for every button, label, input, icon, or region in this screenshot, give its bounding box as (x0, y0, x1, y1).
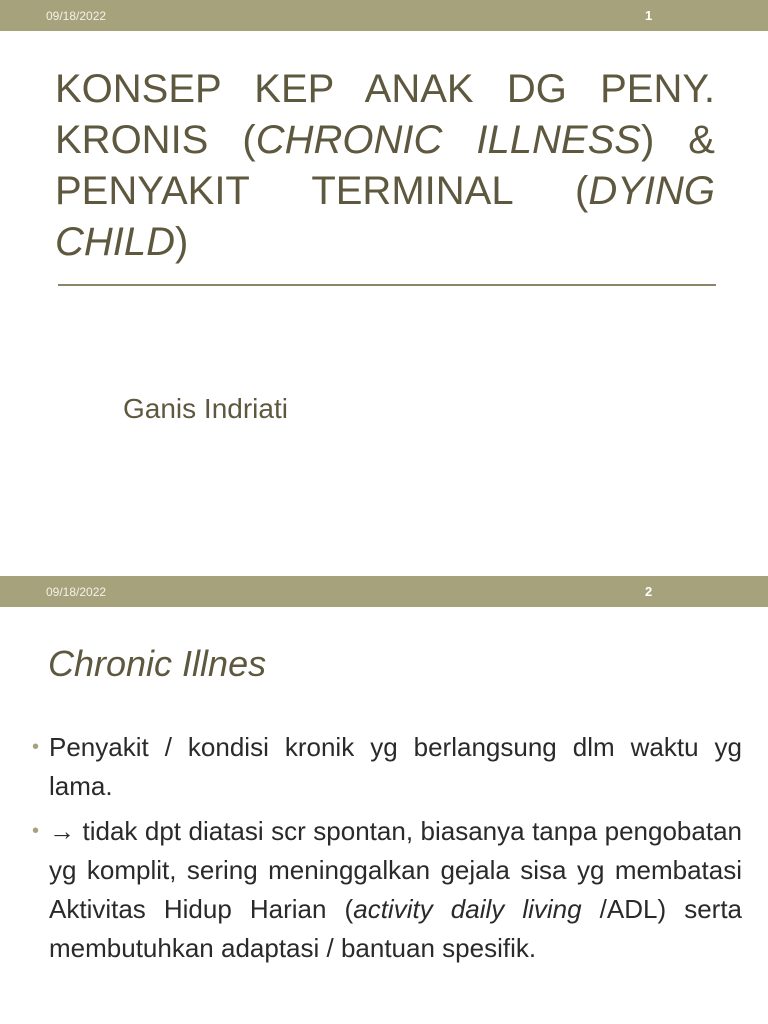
bullet-list (30, 728, 742, 974)
bullet-text-post: /ADL) serta membutuhkan adaptasi / bantuan spesifik. (49, 894, 742, 963)
list-item (30, 728, 742, 806)
slide-2-number: 2 (645, 584, 653, 599)
slide-2-header-bar (0, 576, 768, 607)
title-part-3: ) (175, 220, 189, 264)
bullet-text-pre: → tidak dpt diatasi scr spontan, biasanya tanpa pengobatan yg komplit, sering meninggalkan gejala sisa yg membatasi Aktivitas Hidup Harian ( (49, 816, 742, 924)
slide-2-heading: Chronic Illnes (48, 643, 267, 684)
slide-1-date: 09/18/2022 (46, 9, 107, 23)
slide-1-number: 1 (645, 8, 653, 23)
list-item (30, 812, 742, 968)
slide-1-title (55, 64, 715, 268)
slide-1-header-bar (0, 0, 768, 31)
slide-2 (0, 576, 768, 1024)
title-part-1: KONSEP KEP ANAK DG PENY. KRONIS ( (55, 67, 715, 162)
bullet-dot-icon: • (32, 820, 40, 842)
title-emphasis-2: DYING CHILD (55, 169, 715, 264)
title-emphasis-1: CHRONIC ILLNESS (255, 118, 641, 162)
bullet-text-emphasis: activity daily living (353, 894, 582, 924)
slide-2-date: 09/18/2022 (46, 585, 107, 599)
bullet-text: Penyakit / kondisi kronik yg berlangsung dlm waktu yg lama. (49, 732, 742, 801)
title-part-2: ) & PENYAKIT TERMINAL ( (55, 118, 715, 213)
title-divider (58, 284, 716, 286)
author-name: Ganis Indriati (123, 393, 288, 424)
bullet-dot-icon: • (32, 736, 40, 758)
